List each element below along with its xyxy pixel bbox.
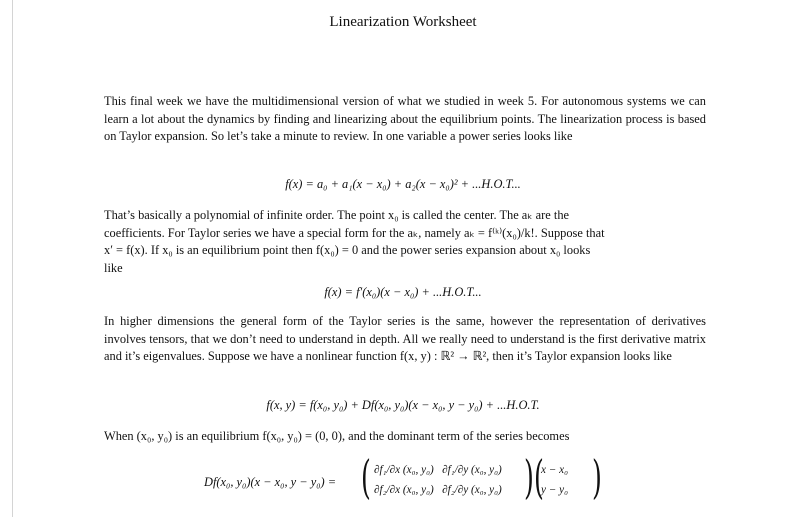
equation-linear-term: f(x) = f′(x₀)(x − x₀) + ...H.O.T...	[324, 285, 482, 299]
vector-entry: y − y₀	[541, 484, 568, 496]
page-left-border	[12, 0, 13, 517]
paragraph-equilibrium: When (x₀, y₀) is an equilibrium f(x₀, y₀) = (0, 0), and the dominant term of the series becomes	[104, 429, 570, 443]
paragraph-line: like	[104, 260, 123, 275]
equation-jacobian	[204, 450, 604, 508]
matrix-row	[374, 460, 502, 480]
matrix-right-paren: )	[524, 450, 534, 504]
vector-entry: x − x₀	[541, 464, 568, 476]
matrix-cell: ∂f₁/∂x (x₀, y₀)	[374, 464, 434, 476]
equation-power-series: f(x) = a₀ + a₁(x − x₀) + a₂(x − x₀)² + ...H.O.T...	[285, 177, 521, 191]
paragraph-higher-dimensions: In higher dimensions the general form of the Taylor series is the same, however the representation of derivatives involves tensors, that we don’t need to understand in depth. All we really need to understand is the first derivative matrix and it’s eigenvalues. Suppose we have a nonlinear function f(x, y) : ℝ² → ℝ², then it’s Taylor expansion looks like	[104, 314, 706, 364]
paragraph-intro: This final week we have the multidimensional version of what we studied in week 5. For autonomous systems we can learn a lot about the dynamics by finding and linearizing about the equilibrium points. The linearization process is based on Taylor expansion. So let’s take a minute to review. In one variable a power series looks like	[104, 94, 706, 144]
equation-multivariable-taylor: f(x, y) = f(x₀, y₀) + Df(x₀, y₀)(x − x₀, y − y₀) + ...H.O.T.	[266, 398, 540, 412]
paragraph-line: coefficients. For Taylor series we have a special form for the aₖ, namely aₖ = f⁽ᵏ⁾(x₀)/k!. Suppose that	[104, 225, 605, 240]
matrix-cell: ∂f₂/∂x (x₀, y₀)	[374, 484, 434, 496]
paragraph-line: x′ = f(x). If x₀ is an equilibrium point then f(x₀) = 0 and the power series expansion about x₀ looks	[104, 243, 591, 258]
matrix-left-paren: (	[361, 450, 371, 504]
matrix-row	[374, 480, 502, 500]
vector-right-paren: )	[592, 450, 602, 504]
matrix-cell: ∂f₂/∂y (x₀, y₀)	[442, 484, 502, 496]
document-title: Linearization Worksheet	[329, 14, 477, 30]
paragraph-taylor-coefficients	[104, 207, 706, 277]
jacobian-lhs: Df(x₀, y₀)(x − x₀, y − y₀) =	[204, 475, 337, 489]
matrix-cell: ∂f₁/∂y (x₀, y₀)	[442, 464, 502, 476]
vector-left-paren: (	[534, 450, 544, 504]
displacement-vector	[541, 460, 568, 500]
jacobian-matrix	[374, 460, 502, 500]
paragraph-line: That’s basically a polynomial of infinite order. The point x₀ is called the center. The aₖ are the	[104, 208, 570, 222]
